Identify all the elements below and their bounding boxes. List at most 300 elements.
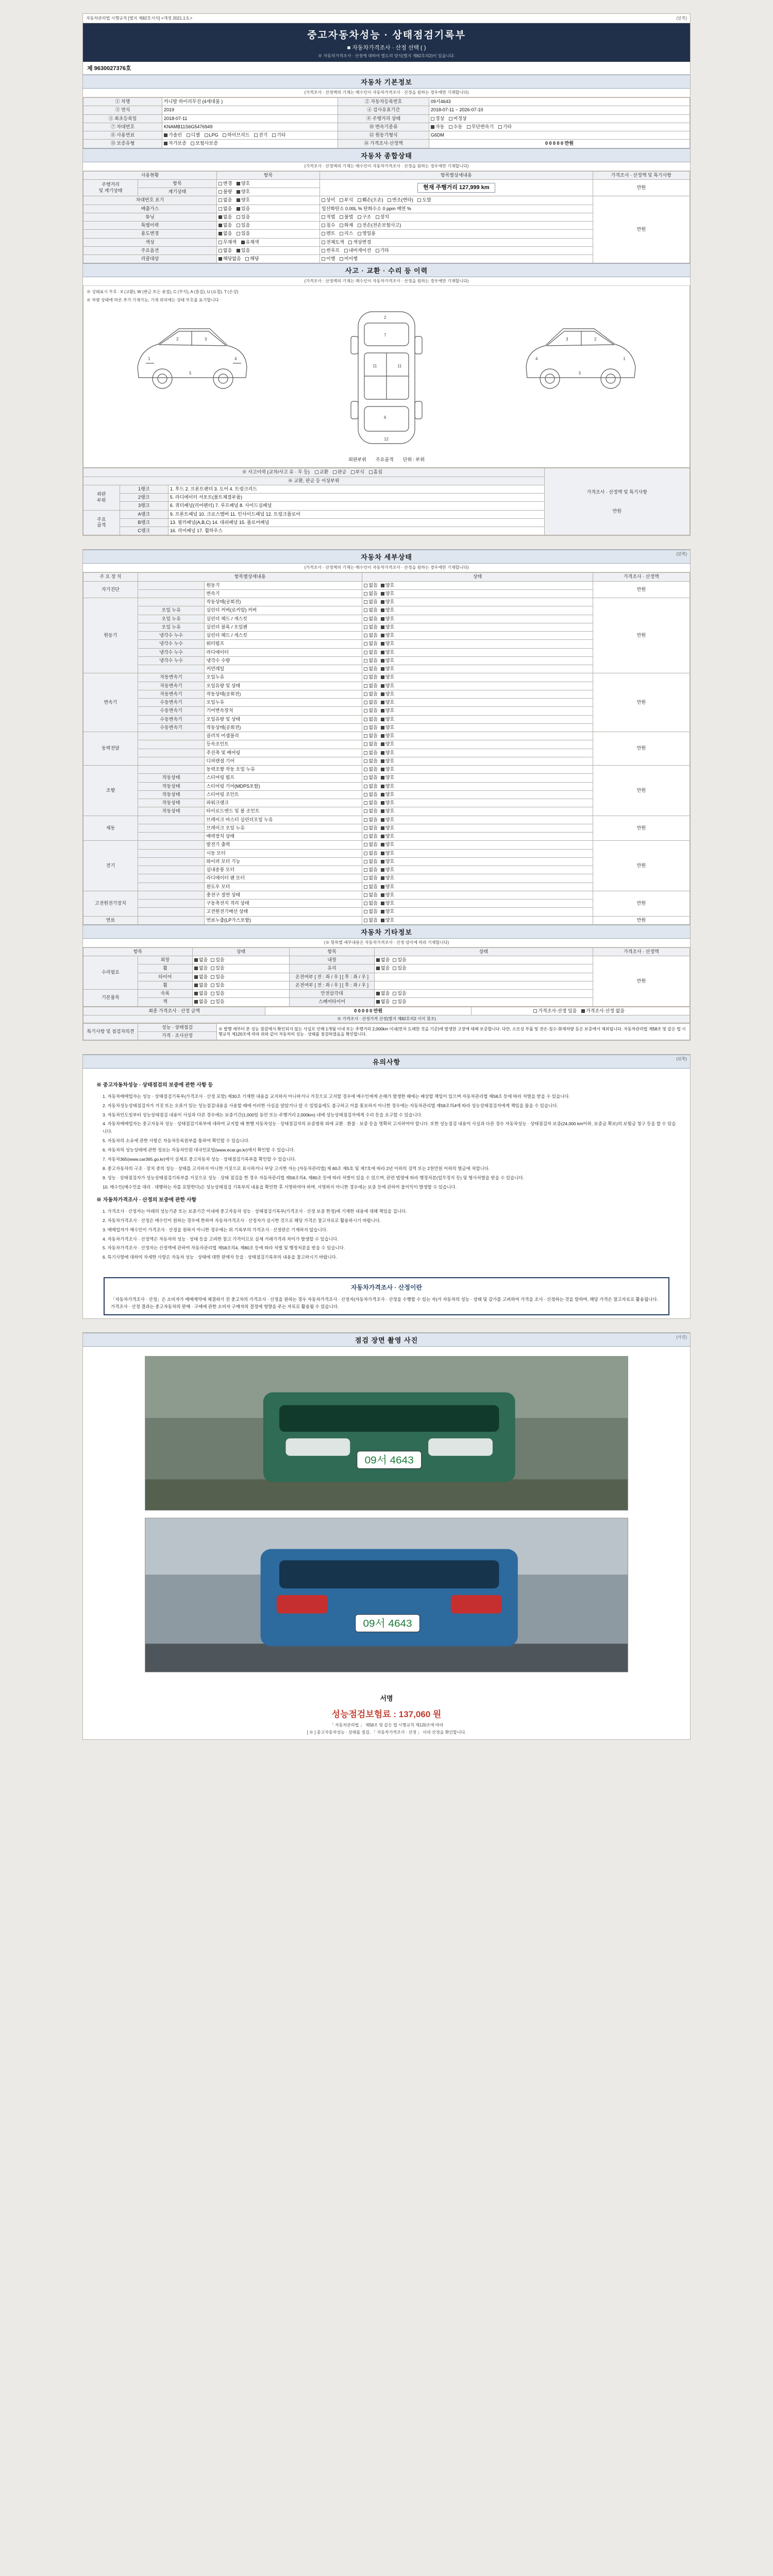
basic-value: KNAMB11S6G5476949 bbox=[162, 123, 338, 131]
checkbox-none[interactable] bbox=[364, 608, 367, 612]
checkbox-usage-yes[interactable] bbox=[237, 232, 240, 235]
checkbox-good[interactable] bbox=[381, 843, 384, 846]
photo-footnote-1: 「 자동차관리법 」 제58조 및 같은 법 시행규칙 제120조에 따라 bbox=[329, 1723, 444, 1728]
row-opts: 무채색 유채색 bbox=[216, 238, 320, 246]
checkbox2-none[interactable] bbox=[376, 1000, 380, 1004]
device-item-label: 시동 모터 bbox=[205, 849, 362, 857]
checkbox-good[interactable] bbox=[381, 726, 384, 730]
checkbox-tuning-device[interactable] bbox=[376, 215, 379, 219]
etc-state-cell: 없음 있음 bbox=[192, 981, 289, 989]
checkbox-good[interactable] bbox=[381, 759, 384, 763]
checkbox-usage-none[interactable] bbox=[219, 232, 222, 235]
checkbox-business[interactable] bbox=[358, 232, 361, 235]
checkbox-none[interactable] bbox=[364, 776, 367, 779]
device-state-cell: 없음 양호 bbox=[362, 900, 593, 908]
checkbox-vin-alter[interactable] bbox=[388, 198, 391, 202]
price-cell: 만원 bbox=[593, 598, 690, 673]
device-sub-label bbox=[138, 900, 204, 908]
etc-item-label: 타이어 bbox=[138, 973, 192, 981]
device-item-label: 작동상태(공회전) bbox=[205, 598, 362, 606]
device-state-cell: 없음 양호 bbox=[362, 732, 593, 740]
checkbox-none[interactable] bbox=[364, 910, 367, 913]
checkbox-acc-corrosion[interactable] bbox=[351, 470, 355, 474]
checkbox-warranty-self[interactable] bbox=[164, 142, 167, 145]
checkbox-none[interactable] bbox=[364, 826, 367, 830]
checkbox-good[interactable] bbox=[381, 818, 384, 822]
device-state-cell: 없음 양호 bbox=[362, 682, 593, 690]
row-opts: 해당없음 해당 bbox=[216, 255, 320, 263]
device-state-cell: 없음 양호 bbox=[362, 857, 593, 866]
row-item: 항목 bbox=[138, 179, 216, 188]
checkbox-trans-auto[interactable] bbox=[431, 125, 434, 129]
price-cell: 만원 bbox=[593, 766, 690, 816]
checkbox-good[interactable] bbox=[381, 634, 384, 637]
etc-state-cell: 없음 있음 bbox=[192, 990, 289, 998]
checkbox-good[interactable] bbox=[381, 667, 384, 671]
device-sub-label: 작동상태 bbox=[138, 799, 204, 807]
checkbox-none[interactable] bbox=[364, 885, 367, 889]
etc-state-cell: 없음 있음 bbox=[192, 973, 289, 981]
checkbox-color-chroma[interactable] bbox=[241, 241, 245, 244]
notice-item: 3. 자동차인도일부터 성능상태점검 내용이 사실과 다른 경우에는 보증기간(1,000일 동안 또는 주행거리 2,000km) 내에 성능상태점검자에게 수리 등을 요구할 수 있습니다. bbox=[103, 1112, 423, 1117]
device-item-label: 기어변속장치 bbox=[205, 707, 362, 715]
checkbox2-yes[interactable] bbox=[393, 992, 396, 995]
table-row bbox=[83, 1007, 690, 1015]
checkbox2-yes[interactable] bbox=[393, 967, 396, 970]
row-opts: 없음 있음 bbox=[216, 246, 320, 255]
checkbox-special-none[interactable] bbox=[219, 224, 222, 227]
table-row bbox=[83, 140, 690, 148]
basic-value: 2018-07-11 ~ 2026-07-10 bbox=[429, 106, 690, 114]
group-frame: 주요 골격 bbox=[83, 510, 120, 535]
row-detail: 침수 화재 전손(전손보험사고) bbox=[320, 222, 593, 230]
checkbox-vin-paint[interactable] bbox=[417, 198, 421, 202]
checkbox-good[interactable] bbox=[381, 742, 384, 746]
checkbox-emission-ok[interactable] bbox=[237, 207, 240, 211]
warranty-options: 자가보증 보험사보증 bbox=[162, 140, 338, 148]
checkbox-fuel-hybrid[interactable] bbox=[223, 133, 226, 137]
checkbox-meter-good[interactable] bbox=[237, 190, 240, 194]
checkbox-good[interactable] bbox=[381, 734, 384, 738]
checkbox-fuel-etc[interactable] bbox=[272, 133, 276, 137]
checkbox-none[interactable] bbox=[364, 876, 367, 880]
checkbox-emission-none[interactable] bbox=[219, 207, 222, 211]
form-legal-note: 자동차관리법 시행규칙 [별지 제82호서식] <개정 2021.1.5.> bbox=[83, 14, 690, 23]
mileage-detail bbox=[320, 179, 593, 196]
table-row bbox=[83, 816, 690, 824]
accident-parts-table bbox=[83, 468, 690, 535]
checkbox-good[interactable] bbox=[381, 826, 384, 830]
notice-item: 6. 자동차의 성능상태에 관한 정보는 자동차민원 대국민포털(www.ecar.go.kr)에서 확인할 수 있습니다. bbox=[103, 1147, 295, 1153]
checkbox-none[interactable] bbox=[364, 692, 367, 696]
checkbox-trans-manual[interactable] bbox=[449, 125, 452, 129]
checkbox-none[interactable] bbox=[364, 701, 367, 704]
legend-unit: 단위 : 부위 bbox=[402, 457, 425, 463]
car-diagram-left-side[interactable] bbox=[127, 306, 256, 416]
checkbox2-none[interactable] bbox=[376, 992, 380, 995]
device-item-label: 구동축전지 격리 상태 bbox=[205, 900, 362, 908]
checkbox2-yes[interactable] bbox=[393, 958, 396, 962]
svg-text:3: 3 bbox=[205, 337, 207, 342]
device-state-cell: 없음 양호 bbox=[362, 699, 593, 707]
device-sub-label: 작동상태 bbox=[138, 790, 204, 799]
basic-value: 2018-07-11 bbox=[162, 114, 338, 123]
table-row bbox=[83, 841, 690, 849]
col-price: 가격조사 · 산정액 bbox=[593, 573, 690, 581]
svg-text:11: 11 bbox=[373, 364, 377, 369]
row-opts: 불량 양호 bbox=[216, 188, 320, 196]
table-row bbox=[83, 891, 690, 899]
notice-item: 7. 자동차365(www.car365.go.kr)에서 실제로 중고자동차 성능 · 상태점검기록부를 확인할 수 있습니다. bbox=[103, 1156, 296, 1162]
checkbox-tuning-yes[interactable] bbox=[237, 215, 240, 219]
row-label: 용도변경 bbox=[83, 230, 217, 238]
basic-label: ⑭ 가격조사·산정액 bbox=[338, 140, 429, 148]
total-label: 최종 가격조사 · 산정 금액 bbox=[83, 1007, 265, 1015]
checkbox-good[interactable] bbox=[381, 793, 384, 796]
accident-footer-left: ※ 사고이력 (교차/사고 유 · 무 등) 교환 판금 부식 흠집 bbox=[83, 468, 545, 477]
checkbox-tuning-legal[interactable] bbox=[322, 215, 325, 219]
photo-rear[interactable] bbox=[145, 1518, 628, 1672]
device-sub-label: 수동변속기 bbox=[138, 707, 204, 715]
checkbox-yes[interactable] bbox=[211, 984, 214, 987]
checkbox-price-yes[interactable] bbox=[533, 1009, 537, 1013]
checkbox-mileage-change[interactable] bbox=[219, 182, 222, 185]
checkbox-vin-none[interactable] bbox=[219, 198, 222, 202]
checkbox-none[interactable] bbox=[364, 675, 367, 679]
checkbox-none[interactable] bbox=[364, 634, 367, 637]
checkbox-recall-done[interactable] bbox=[322, 257, 325, 261]
checkbox-good[interactable] bbox=[381, 651, 384, 654]
checkbox-trans-etc[interactable] bbox=[498, 125, 502, 129]
checkbox-good[interactable] bbox=[381, 625, 384, 629]
device-state-cell: 없음 양호 bbox=[362, 799, 593, 807]
checkbox-good[interactable] bbox=[381, 919, 384, 922]
photo-front[interactable] bbox=[145, 1356, 628, 1511]
row-opts: 없음 양호 bbox=[216, 196, 320, 205]
basic-label: ⑤ 최초등록일 bbox=[83, 114, 162, 123]
checkbox-tuning-structure[interactable] bbox=[358, 215, 361, 219]
checkbox-recall-yes[interactable] bbox=[245, 257, 249, 261]
checkbox-recall-na[interactable] bbox=[219, 257, 222, 261]
device-item-label: 오일누유 bbox=[205, 673, 362, 682]
priceinfo-item: 1. 가격조사 · 산정자는 아래의 성능기준 또는 보증기간 이내에 중고자동차 성능 · 상태점검기록부(가격조사 · 산정 보증 한정)에 기재한 내용에 대해 책임을 집니다. bbox=[103, 1208, 407, 1214]
checkbox-none[interactable] bbox=[194, 975, 198, 979]
col-main-device: 주 요 장 치 bbox=[83, 573, 138, 581]
device-item-label: 스티어링 기어(MDPS포함) bbox=[205, 782, 362, 790]
document-title-bar bbox=[83, 23, 690, 62]
checkbox-none[interactable] bbox=[194, 984, 198, 987]
checkbox-yes[interactable] bbox=[211, 967, 214, 970]
device-sub-label bbox=[138, 891, 204, 899]
table-row bbox=[83, 123, 690, 131]
checkbox-none[interactable] bbox=[364, 793, 367, 796]
notice-item: 8. 중고자동차의 구조 · 장치 중의 성능 · 상태를 고지하지 아니한 거짓으로 표시하거나 부당 고지한 자는 [자동차관리법] 제 80조 제5호 및 제7호에 따라 2년 이하의 징역 또는 2천만원 이하의 벌금에 처합니다. bbox=[103, 1165, 490, 1171]
device-sub-label: 오일 누유 bbox=[138, 606, 204, 615]
checkbox-good[interactable] bbox=[381, 785, 384, 788]
checkbox-none[interactable] bbox=[364, 667, 367, 671]
device-state-cell: 없음 양호 bbox=[362, 632, 593, 640]
checkbox-meter-bad[interactable] bbox=[219, 190, 222, 194]
checkbox2-none[interactable] bbox=[376, 967, 380, 970]
device-state-cell: 없음 양호 bbox=[362, 665, 593, 673]
device-state-cell: 없음 양호 bbox=[362, 640, 593, 648]
svg-text:4: 4 bbox=[535, 357, 538, 362]
checkbox-none[interactable] bbox=[364, 860, 367, 863]
checkbox-none[interactable] bbox=[364, 759, 367, 763]
car-diagram-right-side[interactable] bbox=[517, 306, 646, 416]
checkbox-none[interactable] bbox=[364, 751, 367, 755]
checkbox-acc-exchange[interactable] bbox=[315, 470, 318, 474]
checkbox-warranty-insurer[interactable] bbox=[191, 142, 194, 145]
table-row bbox=[83, 196, 690, 205]
checkbox-mileage-normal[interactable] bbox=[431, 117, 434, 121]
checkbox-none[interactable] bbox=[194, 967, 198, 970]
checkbox-yes[interactable] bbox=[211, 975, 214, 979]
rank-items: 9. 프론트패널 10. 크로스멤버 11. 인사이드패널 12. 트렁크플로어 bbox=[168, 510, 544, 518]
checkbox-none[interactable] bbox=[364, 785, 367, 788]
checkbox2-none[interactable] bbox=[376, 958, 380, 962]
rank-items: 5. 라디에이터 서포트(볼트체결부품) bbox=[168, 494, 544, 502]
checkbox-none[interactable] bbox=[364, 584, 367, 587]
row-detail: 이행 미이행 bbox=[320, 255, 593, 263]
checkbox-tuning-none[interactable] bbox=[219, 215, 222, 219]
table-row bbox=[83, 956, 690, 964]
checkbox-vin-damage[interactable] bbox=[358, 198, 361, 202]
checkbox-flood[interactable] bbox=[322, 224, 325, 227]
checkbox-none[interactable] bbox=[364, 718, 367, 721]
checkbox-none[interactable] bbox=[364, 818, 367, 822]
checkbox-special-yes[interactable] bbox=[237, 224, 240, 227]
checkbox-good[interactable] bbox=[381, 885, 384, 889]
notice-body bbox=[83, 1069, 690, 1270]
etc-item-label-2: 온전여부 [ 전 : 좌 / 우 ] [ 후 : 좌 / 우 ] bbox=[290, 973, 375, 981]
row-label: 특별이력 bbox=[83, 222, 217, 230]
checkbox-good[interactable] bbox=[381, 868, 384, 872]
checkbox-none[interactable] bbox=[364, 734, 367, 738]
fuel-options: 가솔린 디젤 LPG 하이브리드 전기 기타 bbox=[162, 131, 338, 140]
basic-label: ⑪ 사용연료 bbox=[83, 131, 162, 140]
checkbox-none[interactable] bbox=[364, 801, 367, 805]
price-cell: 만원 bbox=[593, 732, 690, 766]
checkbox-option-none[interactable] bbox=[219, 249, 222, 252]
svg-text:2: 2 bbox=[594, 337, 597, 342]
checkbox-fuel-electric[interactable] bbox=[254, 133, 258, 137]
checkbox-tuning-illegal[interactable] bbox=[340, 215, 343, 219]
device-state-cell: 없음 양호 bbox=[362, 673, 593, 682]
checkbox-yes[interactable] bbox=[211, 1000, 214, 1004]
checkbox-fuel-lpg[interactable] bbox=[205, 133, 208, 137]
checkbox-vin-good[interactable] bbox=[237, 198, 240, 202]
checkbox-price-no[interactable] bbox=[581, 1009, 585, 1013]
document-subtitle-note: ※ 자동차가격조사 · 산정에 대하여 별도의 양식(별지 제82호의2)이 있습니다. bbox=[318, 54, 455, 58]
checkbox-acc-sheet[interactable] bbox=[333, 470, 337, 474]
checkbox-none[interactable] bbox=[364, 902, 367, 905]
device-state-cell: 없음 양호 bbox=[362, 615, 593, 623]
checkbox-color-mono[interactable] bbox=[219, 241, 222, 244]
document-number: 제 9630027376호 bbox=[83, 62, 690, 75]
checkbox-good[interactable] bbox=[381, 659, 384, 663]
rank-label: B랭크 bbox=[120, 518, 168, 527]
device-sub-label: 작동상태 bbox=[138, 774, 204, 782]
svg-text:09서 4643: 09서 4643 bbox=[363, 1618, 412, 1630]
checkbox-good[interactable] bbox=[381, 801, 384, 805]
table-row bbox=[83, 1015, 690, 1023]
page-notice bbox=[82, 1054, 691, 1319]
accident-price-label bbox=[544, 468, 690, 535]
checkbox-good[interactable] bbox=[381, 852, 384, 855]
checkbox-none[interactable] bbox=[194, 992, 198, 995]
checkbox-none[interactable] bbox=[364, 809, 367, 813]
etc-item-label-2: 내장 bbox=[290, 956, 375, 964]
price-cell: 만원 bbox=[593, 179, 690, 196]
checkbox-option-etc[interactable] bbox=[376, 249, 379, 252]
checkbox-good[interactable] bbox=[381, 876, 384, 880]
device-state-cell: 없음 양호 bbox=[362, 589, 593, 598]
device-group-label: 변속기 bbox=[83, 673, 138, 732]
checkbox-lease[interactable] bbox=[340, 232, 343, 235]
checkbox-good[interactable] bbox=[381, 584, 384, 587]
section-basic-title: 자동차 기본정보 bbox=[83, 75, 690, 89]
checkbox-yes[interactable] bbox=[211, 992, 214, 995]
checkbox-none[interactable] bbox=[364, 852, 367, 855]
device-item-label: 배력장치 상태 bbox=[205, 833, 362, 841]
device-item-label: 작동상태(공회전) bbox=[205, 723, 362, 732]
etc-state-cell-2: 없음 있음 bbox=[374, 990, 593, 998]
checkbox-good[interactable] bbox=[381, 910, 384, 913]
checkbox-good[interactable] bbox=[381, 592, 384, 596]
checkbox-none[interactable] bbox=[364, 709, 367, 713]
checkbox2-yes[interactable] bbox=[393, 1000, 396, 1004]
checkbox-good[interactable] bbox=[381, 751, 384, 755]
checkbox-none[interactable] bbox=[364, 843, 367, 846]
etc-item-label-2: 유리 bbox=[290, 964, 375, 973]
checkbox-acc-scratch[interactable] bbox=[369, 470, 373, 474]
svg-text:1: 1 bbox=[623, 357, 626, 362]
checkbox-sunroof[interactable] bbox=[322, 249, 325, 252]
checkbox-recall-notdone[interactable] bbox=[340, 257, 343, 261]
checkbox-none[interactable] bbox=[194, 958, 198, 962]
device-state-cell: 없음 양호 bbox=[362, 757, 593, 765]
checkbox-none[interactable] bbox=[364, 835, 367, 838]
etc-item-label: 속록 bbox=[138, 990, 192, 998]
device-sub-label bbox=[138, 883, 204, 891]
device-sub-label bbox=[138, 757, 204, 765]
checkbox-good[interactable] bbox=[381, 709, 384, 713]
checkbox-good[interactable] bbox=[381, 642, 384, 646]
svg-text:2: 2 bbox=[384, 315, 386, 320]
checkbox-good[interactable] bbox=[381, 835, 384, 838]
price-cell: 만원 bbox=[593, 673, 690, 732]
accident-footer-label: ※ 사고이력 (교차/사고 유 · 무 등) bbox=[242, 469, 310, 475]
etc-item-label-2: 스페어타이어 bbox=[290, 998, 375, 1006]
table-row bbox=[83, 673, 690, 682]
document-subtitle: ■ 자동차가격조사 · 산정 선택 ( ) bbox=[347, 45, 426, 51]
checkbox-color-change[interactable] bbox=[348, 241, 352, 244]
notice-title: 유의사항 bbox=[83, 1055, 690, 1069]
checkbox-good[interactable] bbox=[381, 860, 384, 863]
checkbox-good[interactable] bbox=[381, 684, 384, 688]
checkbox-none[interactable] bbox=[364, 651, 367, 654]
checkbox-totalloss[interactable] bbox=[358, 224, 361, 227]
checkbox-full-repaint[interactable] bbox=[322, 241, 325, 244]
checkbox-good[interactable] bbox=[381, 768, 384, 771]
checkbox-vin-diff[interactable] bbox=[322, 198, 325, 202]
device-item-label: 타이로드엔드 및 볼 조인트 bbox=[205, 807, 362, 816]
checkbox-fuel-gasoline[interactable] bbox=[164, 133, 167, 137]
checkbox-good[interactable] bbox=[381, 809, 384, 813]
checkbox-good[interactable] bbox=[381, 893, 384, 897]
notice-item: 1. 자동차매매업자는 성능 · 상태점검기록부(가격조사 · 산정 포함) 제30조 기재한 내용을 교지하지 아니하거나 거짓으로 고지할 경우에 매수인에게 손해가 발생한 때에는 배상할 책임이 있으며 자동차관리법 제58조 등에 따라 처벌을 받을 수 있습니다. bbox=[103, 1093, 570, 1099]
checkbox-none[interactable] bbox=[364, 768, 367, 771]
checkbox-none[interactable] bbox=[364, 868, 367, 872]
checkbox-good[interactable] bbox=[381, 608, 384, 612]
checkbox-good[interactable] bbox=[381, 718, 384, 721]
checkbox-none[interactable] bbox=[364, 893, 367, 897]
checkbox-yes[interactable] bbox=[211, 958, 214, 962]
checkbox-good[interactable] bbox=[381, 902, 384, 905]
notice-item: 9. 성능 · 상태점검자가 성능상태점검기록부를 거짓으로 성능 · 상태 점검을 한 경우 자동차관리법 제58조의4, 제80조 등에 따라 처벌이 있을 수 있으며, 관련 법령에 따라 행정처분(업무정지 등) 및 형사처벌을 받을 수 있습니다. bbox=[103, 1175, 524, 1180]
checkbox-good[interactable] bbox=[381, 776, 384, 779]
car-diagram-top[interactable] bbox=[338, 306, 435, 452]
checkbox-good[interactable] bbox=[381, 692, 384, 696]
device-sub-label bbox=[138, 581, 204, 589]
etc-state-cell-2: 없음 있음 bbox=[374, 998, 593, 1006]
checkbox-good[interactable] bbox=[381, 701, 384, 704]
section-detail-title: 자동차 세부상태 bbox=[83, 550, 690, 564]
checkbox-none[interactable] bbox=[364, 592, 367, 596]
checkbox-none[interactable] bbox=[194, 1000, 198, 1004]
basic-value: 0 0 0 0 0 만원 bbox=[429, 140, 690, 148]
checkbox-none[interactable] bbox=[364, 600, 367, 604]
signoff-table bbox=[83, 1023, 690, 1041]
checkbox-option-yes[interactable] bbox=[237, 249, 240, 252]
device-sub-label: 냉각수 누수 bbox=[138, 640, 204, 648]
etc-state-cell-2 bbox=[374, 981, 593, 989]
checkbox-navigation[interactable] bbox=[344, 249, 348, 252]
accident-diagram-panel bbox=[83, 286, 690, 468]
checkbox-trans-cvt[interactable] bbox=[467, 125, 470, 129]
checkbox-none[interactable] bbox=[364, 659, 367, 663]
checkbox-none[interactable] bbox=[364, 642, 367, 646]
page-corner-label: (뒤쪽) bbox=[676, 1057, 687, 1062]
svg-text:7: 7 bbox=[384, 333, 386, 338]
device-sub-label bbox=[138, 766, 204, 774]
checkbox-good[interactable] bbox=[381, 600, 384, 604]
checkbox-none[interactable] bbox=[364, 617, 367, 621]
device-item-label: 실린더 헤드 / 개스킷 bbox=[205, 615, 362, 623]
row-opts: 없음 있음 bbox=[216, 205, 320, 213]
checkbox-none[interactable] bbox=[364, 919, 367, 922]
checkbox-good[interactable] bbox=[381, 675, 384, 679]
checkbox-mileage-good[interactable] bbox=[237, 182, 240, 185]
checkbox-vin-corrosion[interactable] bbox=[340, 198, 343, 202]
checkbox-fire[interactable] bbox=[340, 224, 343, 227]
table-row bbox=[83, 131, 690, 140]
checkbox-fuel-diesel[interactable] bbox=[187, 133, 190, 137]
checkbox-good[interactable] bbox=[381, 617, 384, 621]
checkbox-none[interactable] bbox=[364, 684, 367, 688]
checkbox-none[interactable] bbox=[364, 742, 367, 746]
checkbox-rent[interactable] bbox=[322, 232, 325, 235]
checkbox-none[interactable] bbox=[364, 726, 367, 730]
checkbox-mileage-abnormal[interactable] bbox=[449, 117, 452, 121]
insurance-fee bbox=[83, 1704, 690, 1722]
device-sub-label: 오일 누유 bbox=[138, 623, 204, 631]
device-sub-label: 냉각수 누수 bbox=[138, 648, 204, 656]
section-accident-title: 사고 · 교환 · 수리 등 이력 bbox=[83, 263, 690, 277]
device-item-label: 클러치 어셈블리 bbox=[205, 732, 362, 740]
checkbox-none[interactable] bbox=[364, 625, 367, 629]
